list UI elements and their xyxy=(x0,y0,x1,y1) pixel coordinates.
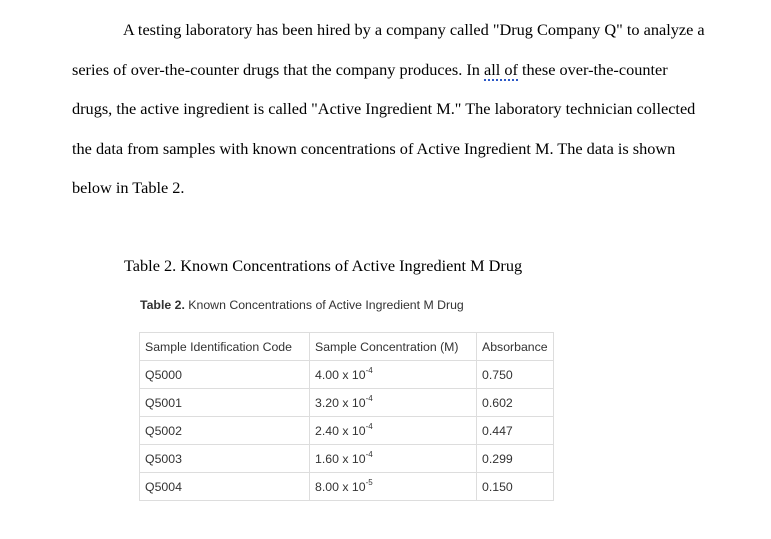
concentration-base: 4.00 x 10 xyxy=(315,367,366,382)
figure-title-prefix: Table 2. xyxy=(140,298,185,312)
paragraph-line-2-end: these over-the-counter xyxy=(517,59,668,79)
paragraph-line-2-start: series of over-the-counter drugs that the company produces. In xyxy=(72,59,484,79)
concentration-base: 2.40 x 10 xyxy=(315,423,366,438)
concentration-base: 8.00 x 10 xyxy=(315,479,366,494)
cell-absorbance: 0.602 xyxy=(477,389,554,417)
table-row xyxy=(140,445,554,473)
cell-code: Q5001 xyxy=(140,389,310,417)
header-sample-code: Sample Identification Code xyxy=(140,333,310,361)
figure-title-text: Known Concentrations of Active Ingredient M Drug xyxy=(184,298,464,312)
concentration-exponent: -4 xyxy=(365,449,373,459)
table-caption: Table 2. Known Concentrations of Active Ingredient M Drug xyxy=(124,256,523,275)
concentration-table xyxy=(139,332,554,501)
table-row xyxy=(140,361,554,389)
table-row xyxy=(140,389,554,417)
paragraph-line-2 xyxy=(72,50,762,90)
paragraph-line-4: the data from samples with known concentrations of Active Ingredient M. The data is shown xyxy=(72,138,676,158)
cell-concentration xyxy=(310,361,477,389)
figure-title xyxy=(140,298,554,312)
spellcheck-flagged-phrase[interactable]: all of xyxy=(484,59,518,79)
table-row xyxy=(140,417,554,445)
table-header-row xyxy=(140,333,554,361)
concentration-exponent: -4 xyxy=(365,365,373,375)
concentration-base: 3.20 x 10 xyxy=(315,395,366,410)
cell-concentration xyxy=(310,389,477,417)
cell-concentration xyxy=(310,445,477,473)
cell-absorbance: 0.750 xyxy=(477,361,554,389)
cell-concentration xyxy=(310,473,477,501)
paragraph-line-1: A testing laboratory has been hired by a company called "Drug Company Q" to analyze a xyxy=(123,20,705,39)
cell-absorbance: 0.447 xyxy=(477,417,554,445)
cell-code: Q5002 xyxy=(140,417,310,445)
body-paragraph xyxy=(72,10,762,208)
cell-concentration xyxy=(310,417,477,445)
cell-code: Q5004 xyxy=(140,473,310,501)
header-sample-concentration: Sample Concentration (M) xyxy=(310,333,477,361)
concentration-base: 1.60 x 10 xyxy=(315,451,366,466)
table-figure xyxy=(139,298,554,501)
paragraph-line-3: drugs, the active ingredient is called "Active Ingredient M." The laboratory technician collected xyxy=(72,99,696,119)
cell-absorbance: 0.299 xyxy=(477,445,554,473)
concentration-exponent: -4 xyxy=(365,393,373,403)
concentration-exponent: -4 xyxy=(365,421,373,431)
concentration-exponent: -5 xyxy=(365,477,373,487)
header-absorbance: Absorbance xyxy=(477,333,554,361)
paragraph-line-5: below in Table 2. xyxy=(72,178,185,198)
cell-code: Q5000 xyxy=(140,361,310,389)
table-row xyxy=(140,473,554,501)
cell-absorbance: 0.150 xyxy=(477,473,554,501)
cell-code: Q5003 xyxy=(140,445,310,473)
